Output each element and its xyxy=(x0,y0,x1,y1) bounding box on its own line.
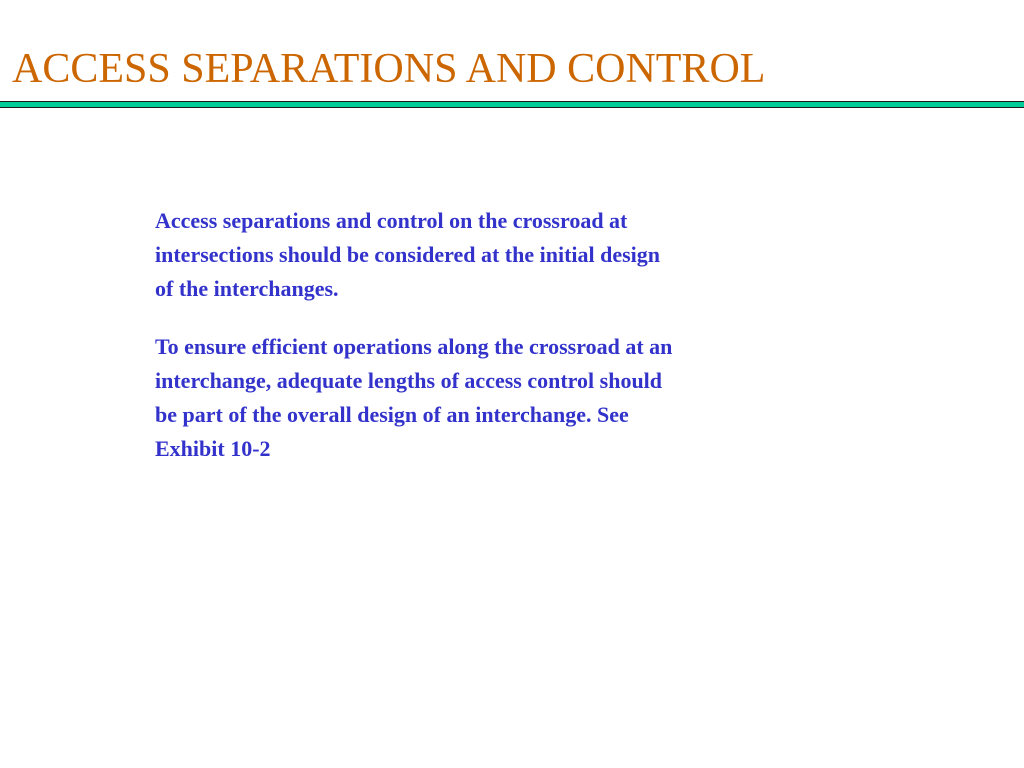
paragraph-efficient-operations xyxy=(155,330,845,466)
paragraph-line: Access separations and control on the crossroad at xyxy=(155,208,628,233)
title-divider xyxy=(0,101,1024,108)
paragraph-line: Exhibit 10-2 xyxy=(155,436,271,461)
paragraph-line: of the interchanges. xyxy=(155,276,339,301)
slide-title: ACCESS SEPARATIONS AND CONTROL xyxy=(12,46,766,92)
paragraph-access-separations xyxy=(155,204,845,306)
paragraph-line: be part of the overall design of an interchange. See xyxy=(155,402,629,427)
paragraph-line: To ensure efficient operations along the crossroad at an xyxy=(155,334,673,359)
slide-body xyxy=(155,204,845,490)
paragraph-line: intersections should be considered at the initial design xyxy=(155,242,661,267)
paragraph-line: interchange, adequate lengths of access control should xyxy=(155,368,663,393)
